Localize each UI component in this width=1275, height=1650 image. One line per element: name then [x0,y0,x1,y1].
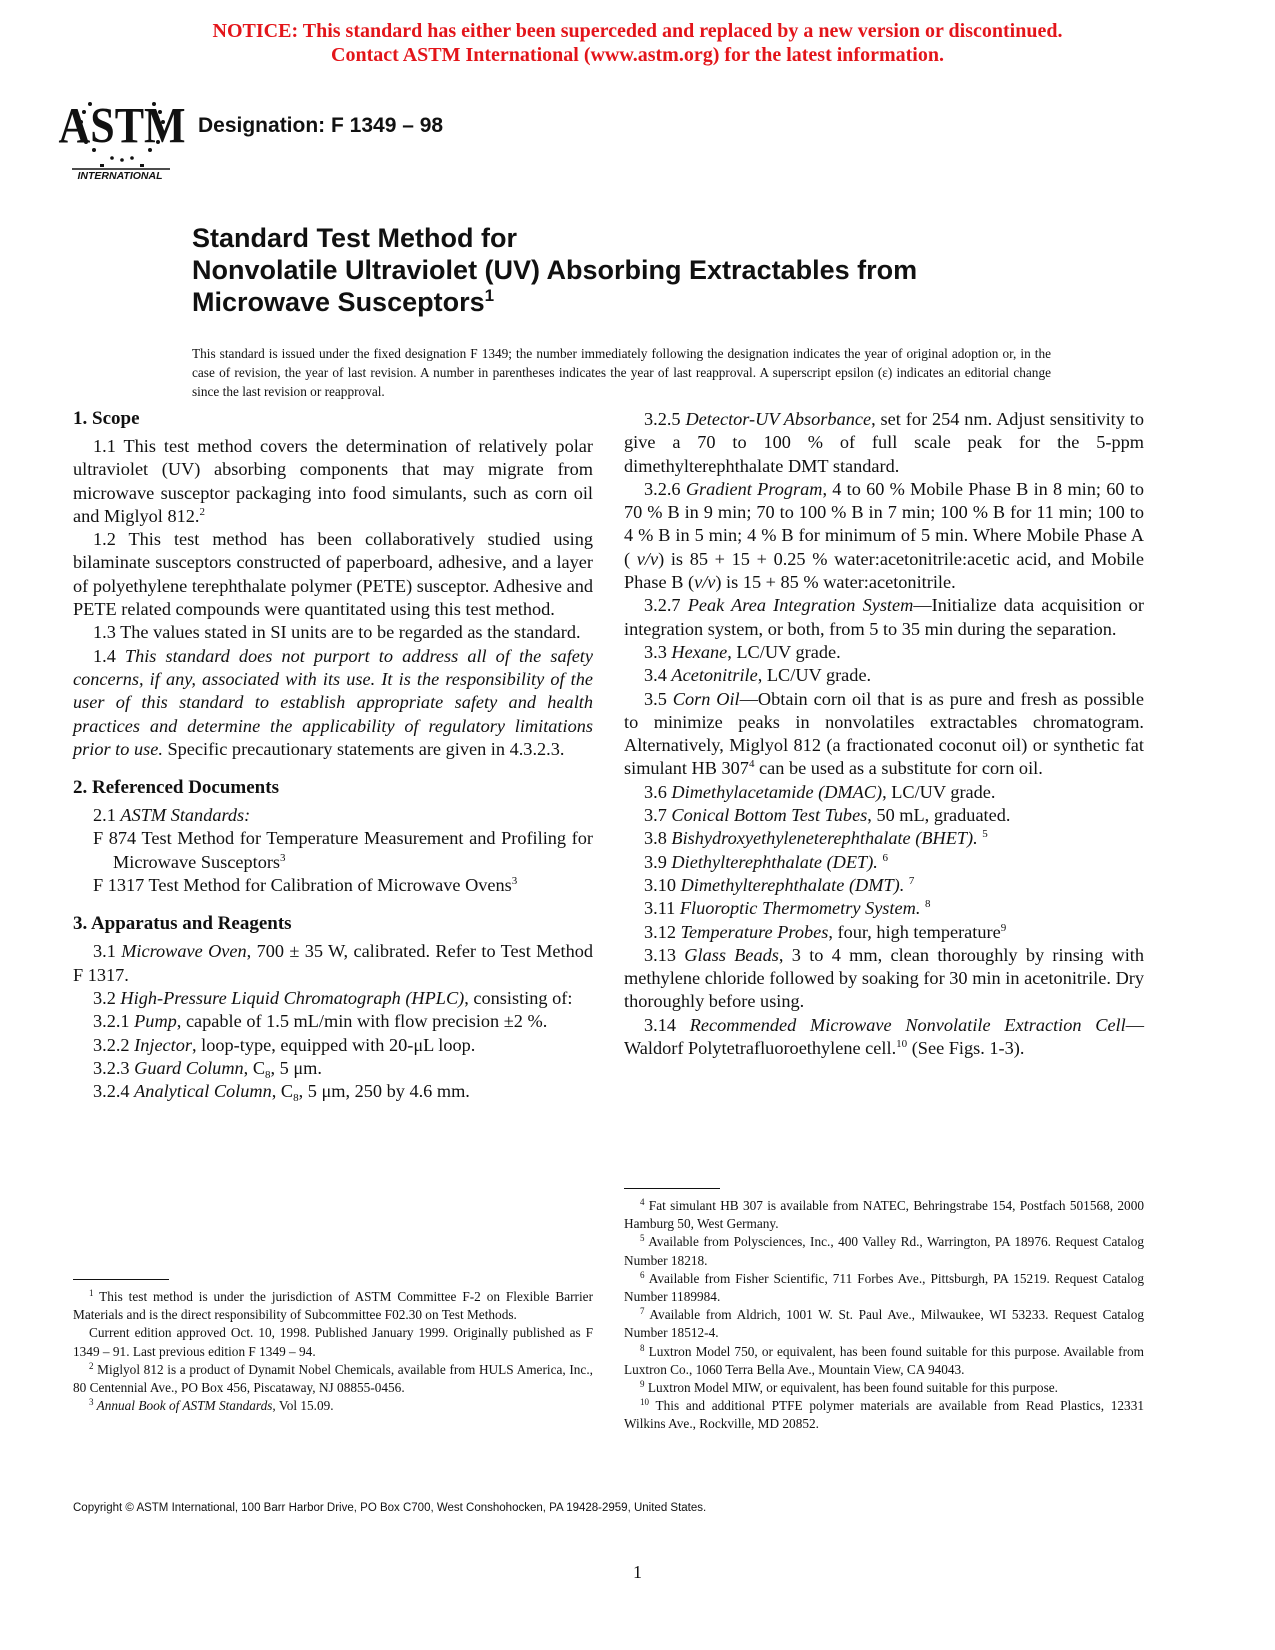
para-3-8: 3.8 Bishydroxyethyleneterephthalate (BHET). $^5$ [644,828,988,849]
para-3-2: 3.2 High-Pressure Liquid Chromatograph (HPLC), consisting of: [93,987,573,1008]
footnote-rule-left [73,1279,169,1280]
section-1-heading: 1. Scope [73,408,140,429]
para-3-2-1: 3.2.1 Pump, capable of 1.5 mL/min with flow precision ±2 %. [93,1011,548,1032]
para-3-2-6: 3.2.6 Gradient Program, 4 to 60 % Mobile Phase B in 8 min; 60 to 70 % B in 9 min; 70 to 100 % B in 7 min; 100 % B for 11 min; 100 to 4 % B in 5 min; 4 % B for minimum of 5 min. Where Mobile Phase A ( v/v) is 85 + 15 + 0.25 % water:acetonitrile:acetic acid, and Mobile Phase B (v/v) is 15 + 85 % water:acetonitrile. [624,478,1144,593]
footnote-1b: Current edition approved Oct. 10, 1998. Published January 1999. Originally published as F 1349 – 91. Last previous edition F 1349 – 94. [73,1325,593,1359]
footnote-9: $^9$ Luxtron Model MIW, or equivalent, has been found suitable for this purpose. [640,1379,1058,1396]
footnote-1: $^1$ This test method is under the jurisdiction of ASTM Committee F-2 on Flexible Barrier Materials and is the direct responsibility of Subcommittee F02.30 on Test Methods. [73,1288,593,1323]
footnote-10: $^{10}$ This and additional PTFE polymer materials are available from Read Plastics, 12331 Wilkins Ave., Rockville, MD 20852. [624,1397,1144,1432]
intro-note: This standard is issued under the fixed designation F 1349; the number immediately following the designation indicates the year of original adoption or, in the case of revision, the year of last revision. A number in parentheses indicates the year of last reapproval. A superscript epsilon (ε) indicates an editorial change since the last revision or reapproval. [192,346,1051,399]
footnote-2: $^2$ Miglyol 812 is a product of Dynamit Nobel Chemicals, available from HULS America, Inc., 80 Centennial Ave., PO Box 456, Piscataway, NJ 08855-0456. [73,1360,593,1396]
para-3-2-2: 3.2.2 Injector, loop-type, equipped with 20-μL loop. [93,1034,476,1055]
ref-f1317: F 1317 Test Method for Calibration of Microwave Ovens$^3$ [93,875,518,896]
notice-line-1: NOTICE: This standard has either been superceded and replaced by a new version or discontinued. [212,20,1063,42]
section-3-heading: 3. Apparatus and Reagents [73,913,292,935]
para-3-2-7: 3.2.7 Peak Area Integration System—Initialize data acquisition or integration system, or both, from 5 to 35 min during the separation. [624,595,1145,639]
para-3-7: 3.7 Conical Bottom Test Tubes, 50 mL, graduated. [644,805,1011,826]
footnotes-left [73,1288,593,1415]
footnote-7: $^7$ Available from Aldrich, 1001 W. St. Paul Ave., Milwaukee, WI 53233. Request Catalog Number 18512-4. [624,1306,1144,1341]
designation: Designation: F 1349 – 98 [198,114,444,137]
footnote-3: $^3$ Annual Book of ASTM Standards, Vol 15.09. [89,1397,334,1414]
astm-logo [58,92,186,182]
para-3-6: 3.6 Dimethylacetamide (DMAC), LC/UV grade. [644,781,996,802]
para-3-9: 3.9 Diethylterephthalate (DET). $^6$ [644,851,888,872]
footnote-rule-right [624,1188,720,1189]
right-column [624,408,1144,1060]
title-line-2: Nonvolatile Ultraviolet (UV) Absorbing Extractables from [192,255,918,285]
title-line-3-text: Microwave Susceptors [192,287,485,317]
para-3-1: 3.1 Microwave Oven, 700 ± 35 W, calibrated. Refer to Test Method F 1317. [73,941,593,985]
page-title [192,222,917,318]
title-line-1: Standard Test Method for [192,223,518,253]
para-3-12: 3.12 Temperature Probes, four, high temperature$^9$ [644,921,1007,942]
para-3-13: 3.13 Glass Beads, 3 to 4 mm, clean thoroughly by rinsing with methylene chloride followed by soaking for 30 min in acetonitrile. Dry thoroughly before using. [624,944,1144,1012]
title-line-3 [192,286,917,318]
para-1-4: 1.4 This standard does not purport to address all of the safety concerns, if any, associated with its use. It is the responsibility of the user of this standard to establish appropriate safety and health practices and determine the applicability of regulatory limitations prior to use. Specific precautionary statements are given in 4.3.2.3. [73,645,593,759]
para-2-1: 2.1 ASTM Standards: [93,805,251,826]
footnote-8: $^8$ Luxtron Model 750, or equivalent, has been found suitable for this purpose. Available from Luxtron Co., 1060 Terra Bella Ave., Mountain View, CA 94043. [624,1342,1144,1377]
para-1-1: 1.1 This test method covers the determination of relatively polar ultraviolet (UV) absorbing components that may migrate from microwave susceptor packaging into food simulants, such as corn oil and Miglyol 812.$^2$ [73,436,593,526]
footnote-4: $^4$ Fat simulant HB 307 is available from NATEC, Behringstrabe 154, Postfach 501568, 2000 Hamburg 50, West Germany. [624,1197,1144,1232]
page-number: 1 [633,1562,642,1582]
title-footnote-ref: 1 [484,286,495,305]
logo-subtext: INTERNATIONAL [77,170,163,182]
left-column [73,407,593,1103]
para-3-2-5: 3.2.5 Detector-UV Absorbance, set for 254 nm. Adjust sensitivity to give a 70 to 100 % of full scale peak for the 5-ppm dimethylterephthalate DMT standard. [624,409,1144,476]
copyright: Copyright © ASTM International, 100 Barr Harbor Drive, PO Box C700, West Conshohocken, PA 19428-2959, United States. [73,1502,707,1514]
section-2-heading: 2. Referenced Documents [73,777,279,799]
para-3-2-4: 3.2.4 Analytical Column, $C_8$, 5 μm, 250 by 4.6 mm. [93,1081,470,1105]
para-3-11: 3.11 Fluoroptic Thermometry System. $^8$ [644,898,931,919]
para-3-4: 3.4 Acetonitrile, LC/UV grade. [644,665,872,686]
para-3-10: 3.10 Dimethylterephthalate (DMT). $^7$ [644,874,915,895]
para-3-2-3: 3.2.3 Guard Column, $C_8$, 5 μm. [93,1057,322,1081]
footnote-6: $^6$ Available from Fisher Scientific, 711 Forbes Ave., Pittsburgh, PA 15219. Request Catalog Number 1189984. [624,1269,1144,1305]
para-1-2: 1.2 This test method has been collaboratively studied using bilaminate susceptors constructed of paperboard, adhesive, and a layer of polyethylene terephthalate polymer (PETE) susceptor. Adhesive and PETE related compounds were quantitated using this test method. [73,529,593,620]
para-3-5: 3.5 Corn Oil—Obtain corn oil that is as pure and fresh as possible to minimize peaks in nonvolatiles extractables chromatogram. Alternatively, Miglyol 812 (a fractionated coconut oil) or synthetic fat simulant HB $307^4$ can be used as a substitute for corn oil. [624,688,1144,779]
footnote-5: $^5$ Available from Polysciences, Inc., 400 Valley Rd., Warrington, PA 18976. Request Catalog Number 18218. [624,1233,1144,1268]
para-3-3: 3.3 Hexane, LC/UV grade. [644,641,841,662]
logo-text: ASTM [58,98,186,155]
ref-f874: F 874 Test Method for Temperature Measurement and Profiling for Microwave Susceptors$^3$ [93,828,593,872]
para-3-14: 3.14 Recommended Microwave Nonvolatile Extraction Cell—Waldorf Polytetrafluoroethylene cell.$^{10}$ (See Figs. 1-3). [624,1014,1144,1059]
para-1-3: 1.3 The values stated in SI units are to be regarded as the standard. [93,622,581,643]
footnotes-right [624,1197,1144,1434]
notice-line-2: Contact ASTM International (www.astm.org) for the latest information. [331,44,944,66]
